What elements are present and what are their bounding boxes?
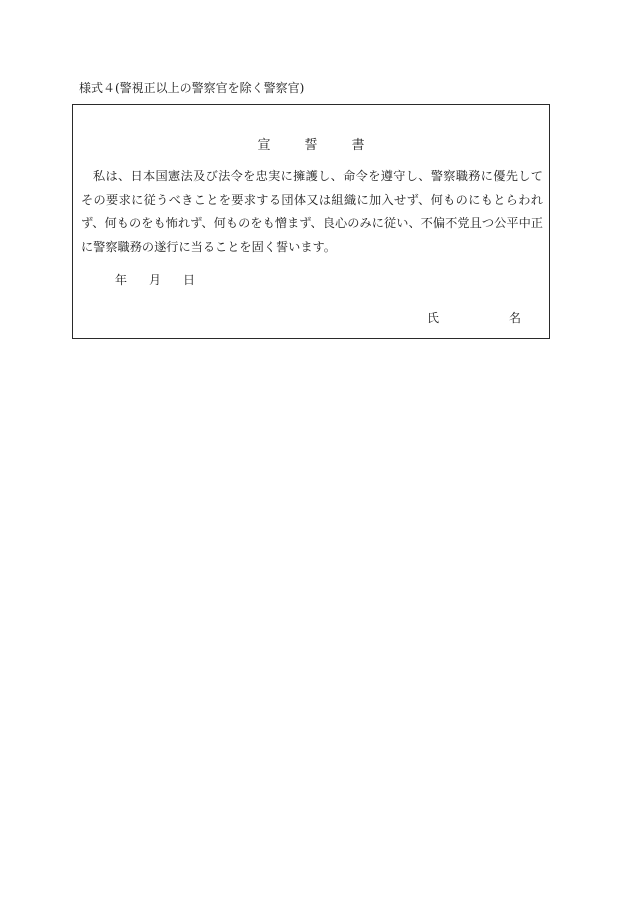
title-char: 宣	[257, 138, 271, 153]
date-day-label: 日	[183, 273, 196, 287]
form-number-label: 様式４(警視正以上の警察官を除く警察官)	[79, 81, 305, 95]
date-year-label: 年	[115, 273, 128, 287]
oath-document-box	[72, 104, 550, 339]
name-label-second: 名	[508, 311, 521, 325]
oath-title	[73, 138, 549, 154]
date-line	[115, 272, 195, 288]
name-label-first: 氏	[427, 311, 440, 325]
title-char: 誓	[304, 138, 318, 153]
title-char: 書	[351, 138, 365, 153]
name-line	[427, 310, 521, 326]
oath-body-text: 私は、日本国憲法及び法令を忠実に擁護し、命令を遵守し、警察職務に優先してその要求に従うべきことを要求する団体又は組織に加入せず、何ものにもとらわれず、何ものをも怖れず、何ものをも憎まず、良心のみに従い、不偏不党且つ公平中正に警察職務の遂行に当ることを固く誓います。	[81, 169, 543, 254]
date-month-label: 月	[149, 273, 162, 287]
